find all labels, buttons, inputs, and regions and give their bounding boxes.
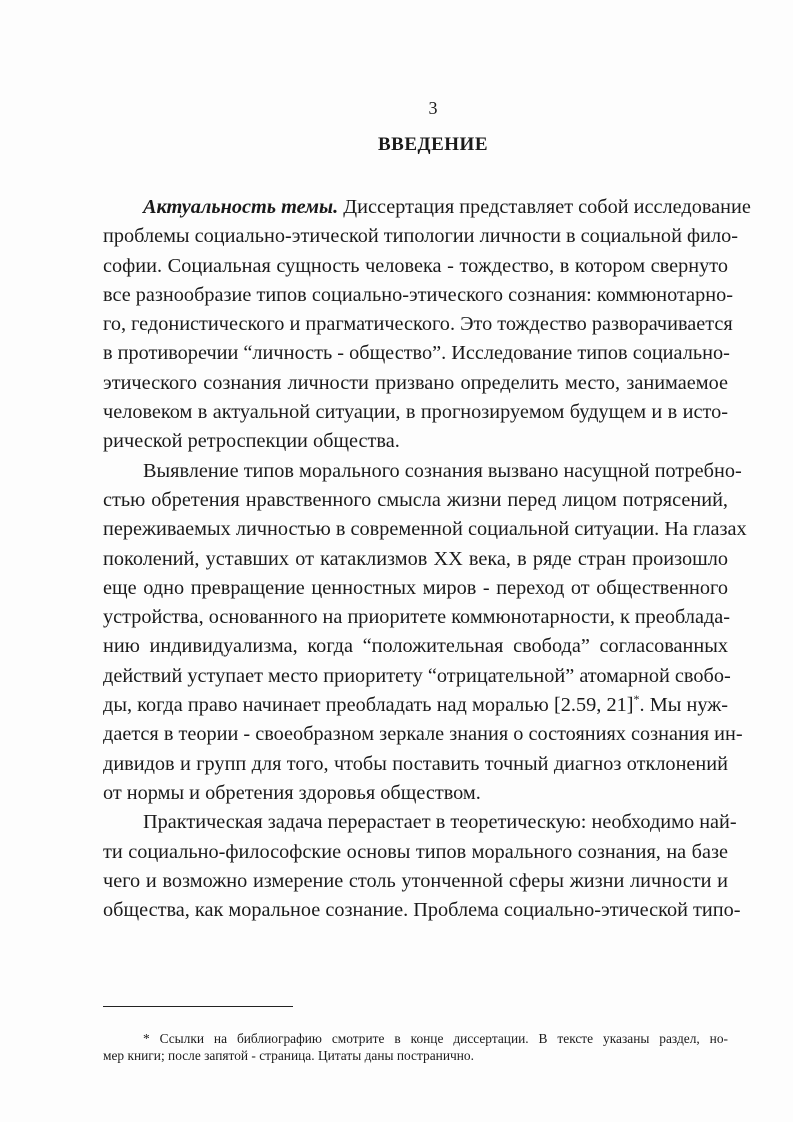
text-line: го, гедонистического и прагматического. Это тождество разворачивается: [103, 313, 733, 336]
text-line: софии. Социальная сущность человека - тождество, в котором свернуто: [103, 254, 728, 277]
text-line: действий уступает место приоритету “отрицательной” атомарной свобо-: [103, 664, 731, 687]
body-text: [103, 193, 751, 925]
paragraph-2: [103, 457, 747, 809]
text-line: дивидов и групп для того, чтобы поставить точный диагноз отклонений: [103, 752, 728, 775]
text-line: человеком в актуальной ситуации, в прогнозируемом будущем и в исто-: [103, 401, 728, 424]
paragraph-1: [103, 193, 751, 457]
text-line: все разнообразие типов социально-этического сознания: коммюнотарно-: [103, 283, 733, 306]
text-line: от нормы и обретения здоровья обществом.: [103, 781, 481, 804]
footnote-reference[interactable]: *: [633, 692, 640, 707]
paragraph-3: [103, 808, 741, 925]
text-line: дается в теории - своеобразном зеркале знания о состояниях сознания ин-: [103, 723, 743, 746]
text-line: общества, как моральное сознание. Проблема социально-этической типо-: [103, 899, 741, 922]
text-line: проблемы социально-этической типологии личности в социальной фило-: [103, 225, 739, 248]
text-line: нию индивидуализма, когда “положительная свобода” согласованных: [103, 635, 728, 658]
text-line: Выявление типов морального сознания вызвано насущной потребно-: [143, 459, 742, 482]
text-line: Практическая задача перерастает в теоретическую: необходимо най-: [143, 811, 737, 834]
text-line: поколений, уставших от катаклизмов XX века, в ряде стран произошло: [103, 547, 728, 570]
text-fragment: . Мы нуж-: [639, 694, 728, 717]
footnote-divider: [103, 1006, 293, 1007]
text-line: этического сознания личности призвано определить место, занимаемое: [103, 371, 728, 394]
text-line: переживаемых личностью в современной социальной ситуации. На глазах: [103, 518, 747, 541]
text-line: в противоречии “личность - общество”. Исследование типов социально-: [103, 342, 730, 365]
text-line: ти социально-философские основы типов морального сознания, на базе: [103, 840, 728, 863]
text-fragment: ды, когда право начинает преобладать над моралью [2.59, 21]: [103, 694, 634, 717]
lead-phrase: Актуальность темы.: [143, 196, 339, 218]
text-line: стью обретения нравственного смысла жизни перед лицом потрясений,: [103, 488, 728, 511]
page-title: ВВЕДЕНИЕ: [378, 134, 488, 155]
footnote-line: * Ссылки на библиографию смотрите в конце диссертации. В тексте указаны раздел, но-: [143, 1031, 728, 1046]
text-line: рической ретроспекции общества.: [103, 430, 400, 453]
footnote: [103, 1030, 728, 1064]
footnote-line: мер книги; после запятой - страница. Цитаты даны постранично.: [103, 1048, 474, 1063]
page-number: 3: [428, 98, 438, 118]
text-line: еще одно превращение ценностных миров - переход от общественного: [103, 576, 728, 599]
text-line: устройства, основанного на приоритете коммюнотарности, к преоблада-: [103, 606, 731, 629]
text-fragment: Диссертация представляет собой исследование: [338, 196, 751, 218]
text-line: чего и возможно измерение столь утонченной сферы жизни личности и: [103, 869, 728, 892]
text-line: [103, 691, 728, 720]
text-line: [103, 193, 751, 222]
